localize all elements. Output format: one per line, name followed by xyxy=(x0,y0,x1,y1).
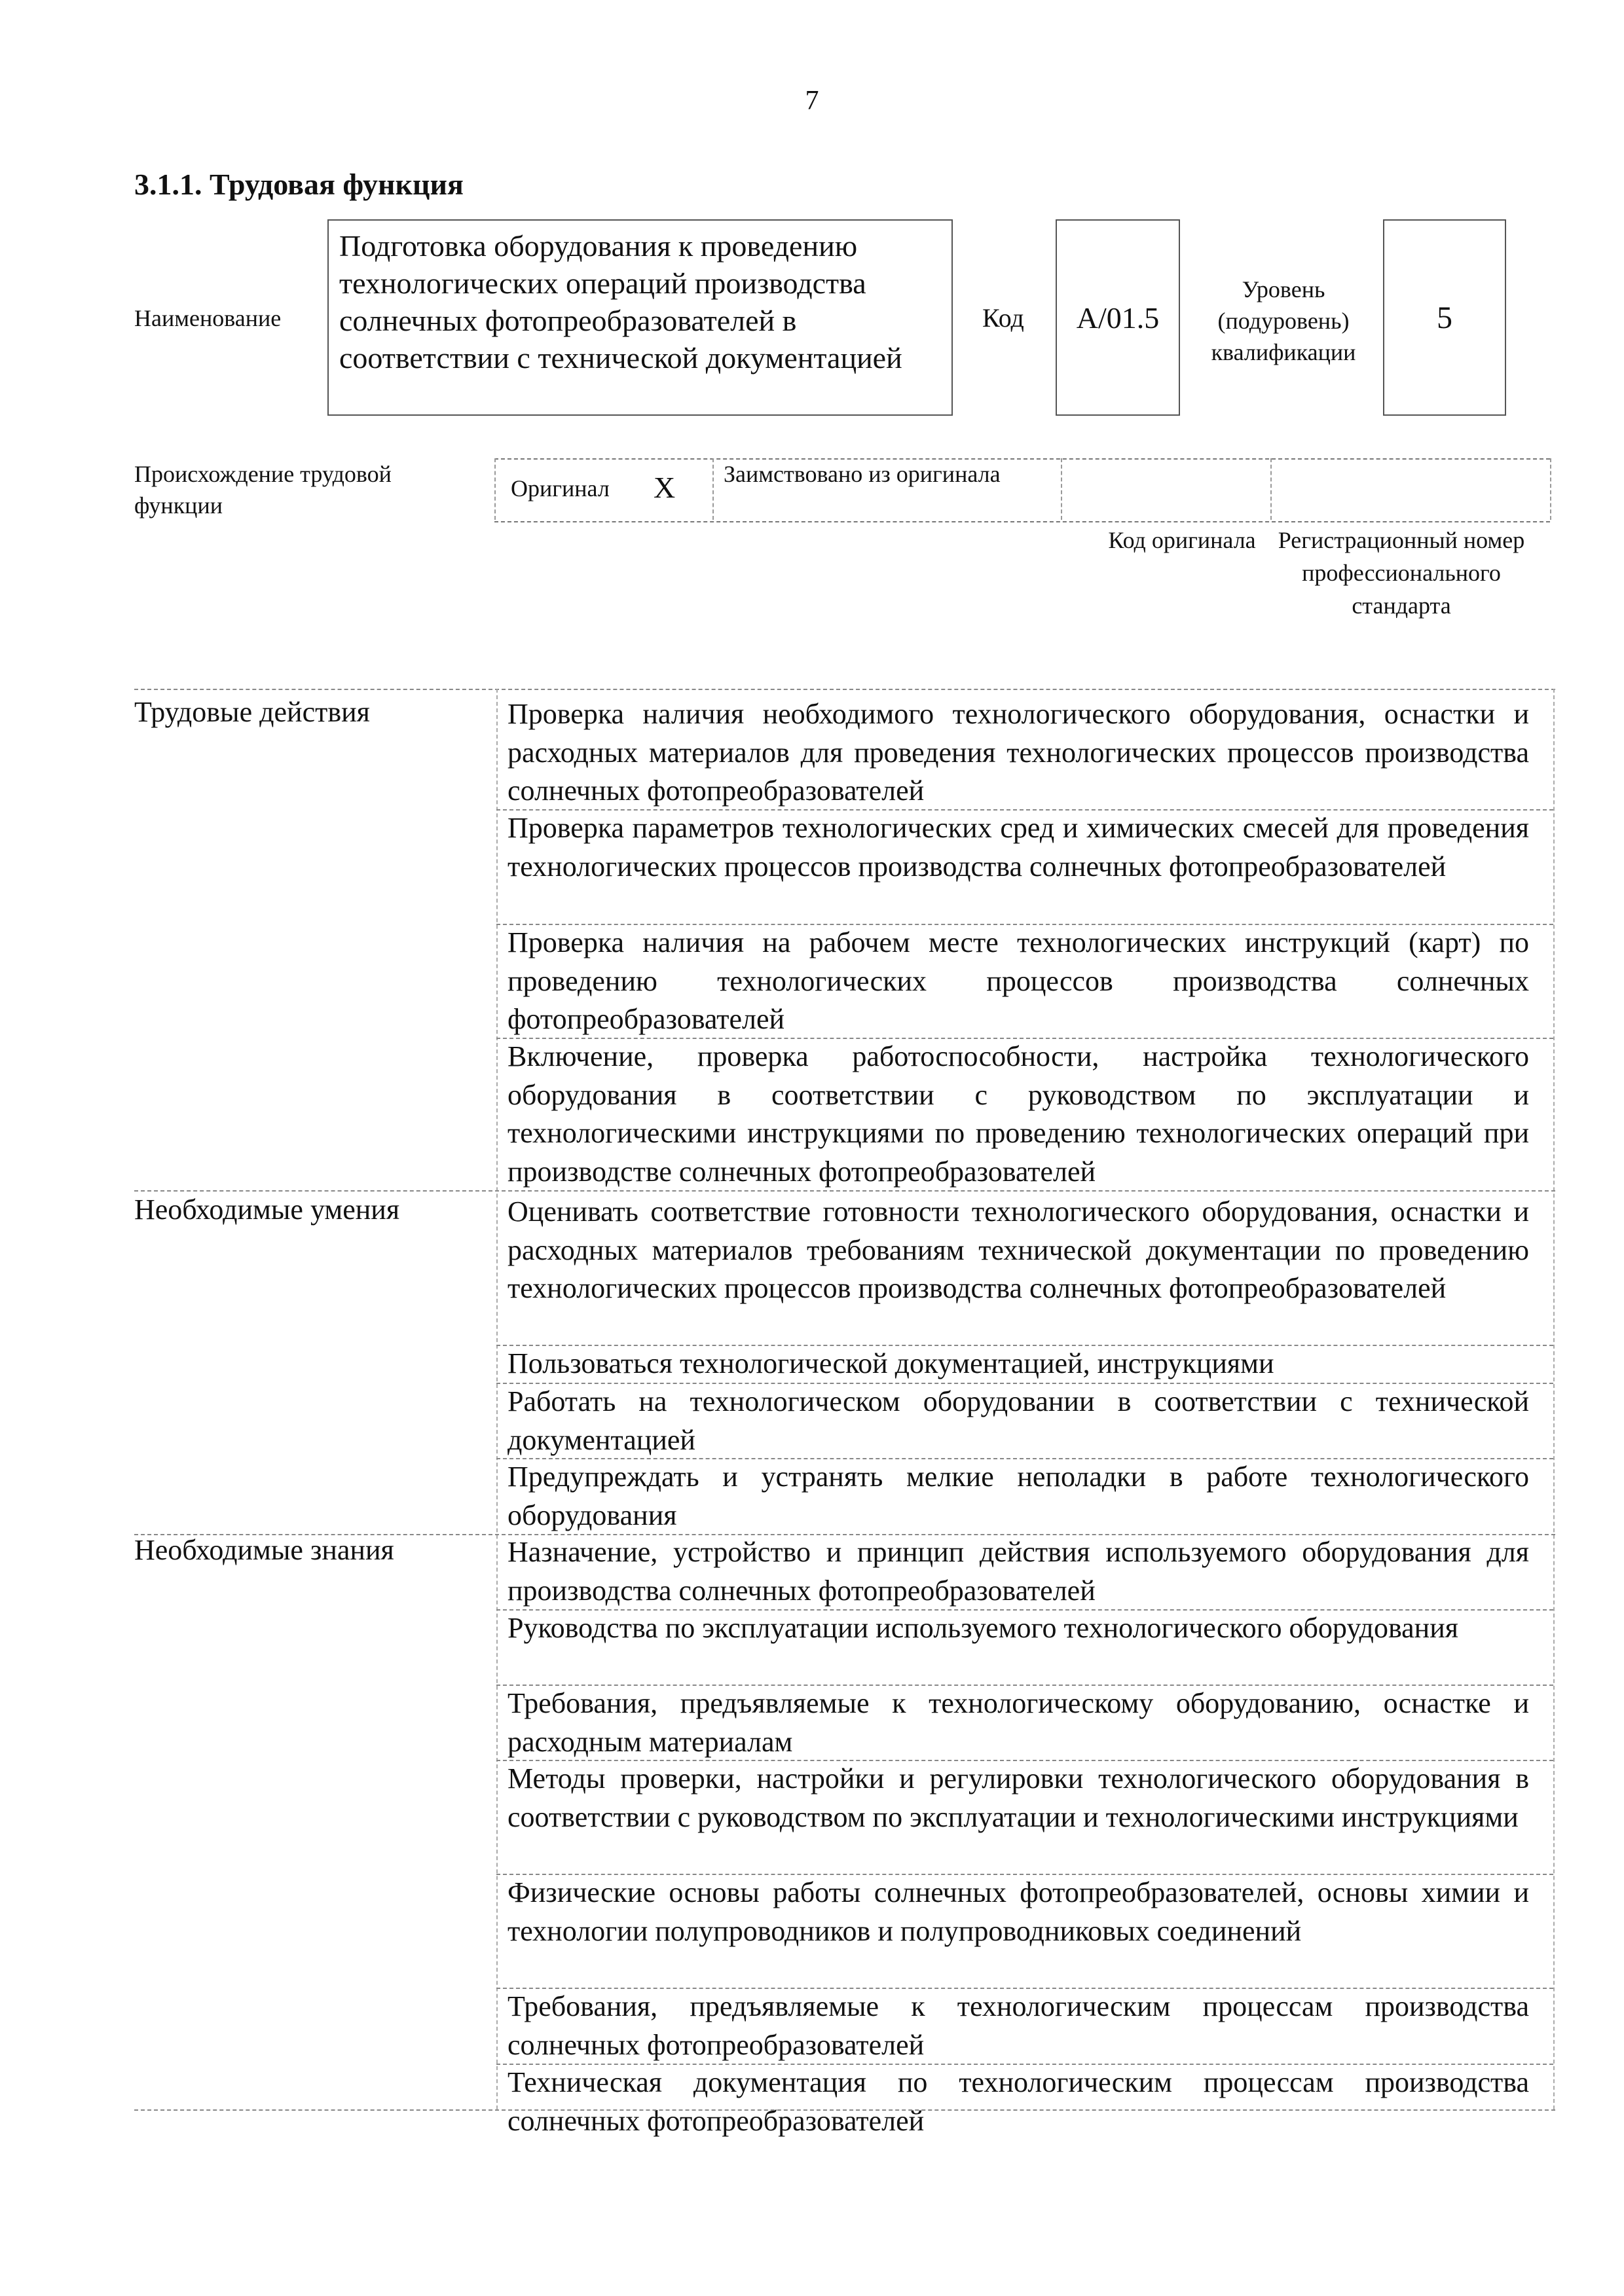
skill-item: Работать на технологическом оборудовании в соответствии с технической документацией xyxy=(507,1385,1529,1456)
skill-item: Предупреждать и устранять мелкие неполадки в работе технологического оборудования xyxy=(507,1461,1529,1531)
page-number: 7 xyxy=(805,86,819,116)
qualification-level-box: 5 xyxy=(1383,219,1506,416)
qualification-level-label: Уровень (подуровень) квалификации xyxy=(1211,276,1356,365)
original-label: Оригинал xyxy=(511,475,610,501)
origin-row-frame xyxy=(494,458,1550,522)
origin-divider xyxy=(1270,458,1272,520)
skill-item: Пользоваться технологической документацией, инструкциями xyxy=(507,1347,1274,1379)
table-rule xyxy=(134,689,1555,690)
knowledge-item: Методы проверки, настройки и регулировки технологического оборудования в соответствии с руководством по эксплуатации и технологическими инструкциями xyxy=(507,1762,1529,1833)
knowledge-item: Физические основы работы солнечных фотопреобразователей, основы химии и технологии полупроводников и полупроводниковых соединений xyxy=(507,1876,1529,1947)
function-name-box: Подготовка оборудования к проведению технологических операций производства солнечных фотопреобразователей в соответствии с технической документацией xyxy=(327,219,953,416)
knowledge-item: Требования, предъявляемые к технологическим процессам производства солнечных фотопреобразователей xyxy=(507,1990,1529,2061)
origin-divider xyxy=(1550,458,1551,520)
knowledge-item: Руководства по эксплуатации используемого технологического оборудования xyxy=(507,1612,1458,1644)
labor-action-item: Проверка наличия на рабочем месте технологических инструкций (карт) по проведению технологических процессов производства солнечных фотопреобразователей xyxy=(507,926,1529,1035)
origin-divider xyxy=(494,458,496,520)
labor-action-item: Включение, проверка работоспособности, настройка технологического оборудования в соответствии с руководством по эксплуатации и технологическими инструкциями по проведению технологических операций при производстве солнечных фотопреобразователей xyxy=(507,1040,1529,1188)
original-mark: X xyxy=(654,471,676,504)
knowledge-item: Требования, предъявляемые к технологическому оборудованию, оснастке и расходным материалам xyxy=(507,1687,1529,1758)
labor-actions-label: Трудовые действия xyxy=(134,696,370,728)
section-rule xyxy=(134,1190,1555,1192)
origin-divider xyxy=(1061,458,1062,520)
skill-item: Оценивать соответствие готовности технологического оборудования, оснастки и расходных материалов требованиям технической документации по проведению технологических процессов производства солнечных фотопреобразователей xyxy=(507,1195,1529,1304)
table-right-border xyxy=(1553,689,1555,2109)
labor-action-item: Проверка параметров технологических сред и химических смесей для проведения технологических процессов производства солнечных фотопреобразователей xyxy=(507,812,1529,883)
table-bottom-rule xyxy=(134,2109,1555,2111)
registration-number-caption: Регистрационный номер профессионального стандарта xyxy=(1278,527,1525,619)
name-label: Наименование xyxy=(134,305,282,331)
table-column-divider xyxy=(496,689,498,2109)
knowledge-item: Назначение, устройство и принцип действия используемого оборудования для производства солнечных фотопреобразователей xyxy=(507,1536,1529,1607)
original-code-caption: Код оригинала xyxy=(1108,527,1256,553)
knowledge-label: Необходимые знания xyxy=(134,1534,394,1566)
code-label: Код xyxy=(982,303,1024,333)
skills-label: Необходимые умения xyxy=(134,1194,400,1226)
origin-label: Происхождение трудовой функции xyxy=(134,461,392,519)
section-title: 3.1.1. Трудовая функция xyxy=(134,168,464,201)
borrowed-label: Заимствовано из оригинала xyxy=(724,461,1001,487)
labor-action-item: Проверка наличия необходимого технологического оборудования, оснастки и расходных материалов для проведения технологических процессов производства солнечных фотопреобразователей xyxy=(507,698,1529,807)
origin-divider xyxy=(712,458,714,520)
knowledge-item: Техническая документация по технологическим процессам производства солнечных фотопреобразователей xyxy=(507,2066,1529,2137)
code-value-box: A/01.5 xyxy=(1056,219,1180,416)
